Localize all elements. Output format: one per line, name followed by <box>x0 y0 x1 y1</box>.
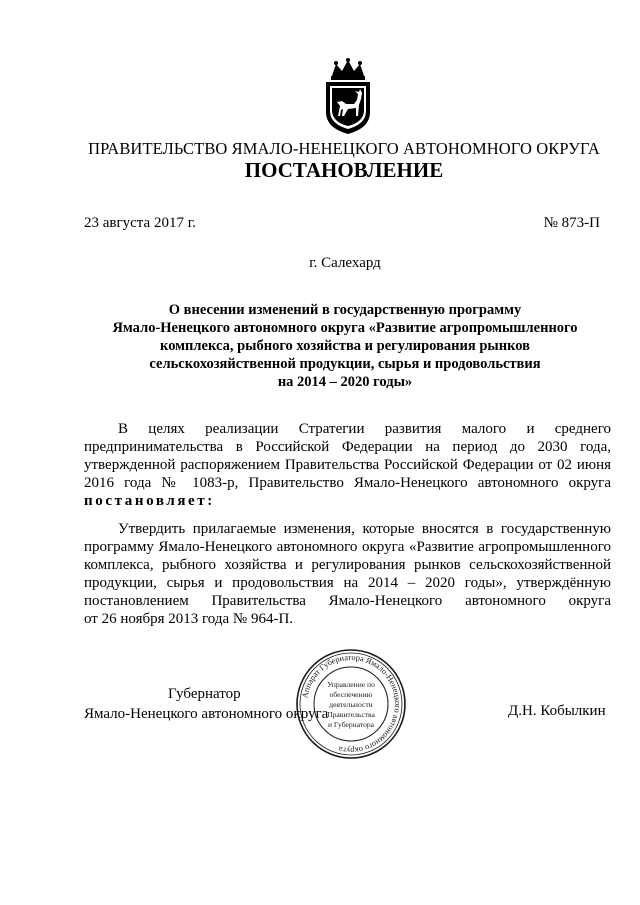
stamp-line: Управление по <box>327 680 375 689</box>
stamp-line: обеспечению <box>329 690 373 699</box>
subject-line: Ямало-Ненецкого автономного округа «Развитие агропромышленного <box>112 320 578 336</box>
document-number: № 873-П <box>543 215 600 231</box>
government-title: ПРАВИТЕЛЬСТВО ЯМАЛО-НЕНЕЦКОГО АВТОНОМНОГО ОКРУГА <box>88 139 600 158</box>
subject-line: комплекса, рыбного хозяйства и регулирования рынков <box>160 338 530 354</box>
paragraph-line: утвержденной распоряжением Правительства Российской Федерации от 02 июня <box>84 457 611 473</box>
document-city: г. Салехард <box>309 255 381 271</box>
paragraph-line: комплекса, рыбного хозяйства и регулирования рынков сельскохозяйственной <box>84 557 611 573</box>
paragraph-line: Утвердить прилагаемые изменения, которые вносятся в государственную <box>118 521 611 537</box>
stamp-line: Правительства <box>327 710 375 719</box>
stamp-ring-text: Аппарат Губернатора Ямало-Ненецкого автономного округа <box>300 652 403 756</box>
official-stamp <box>295 648 407 760</box>
subject-line: на 2014 – 2020 годы» <box>277 374 413 390</box>
stamp-line: и Губернатора <box>327 720 375 729</box>
subject-line: сельскохозяйственной продукции, сырья и продовольствия <box>149 356 541 372</box>
decree-word: постановляет: <box>84 493 215 509</box>
signer-organization: Ямало-Ненецкого автономного округа <box>84 706 329 722</box>
paragraph-line: продукции, сырья и продовольствия на 2014 – 2020 годы», утверждённую <box>84 575 611 591</box>
paragraph-line: предпринимательства в Российской Федерации на период до 2030 года, <box>84 439 611 455</box>
document-type: ПОСТАНОВЛЕНИЕ <box>244 158 444 182</box>
subject-line: О внесении изменений в государственную программу <box>168 302 522 318</box>
preamble-paragraph <box>84 420 611 510</box>
signer-position: Губернатор <box>168 686 241 702</box>
resolution-paragraph <box>84 520 611 628</box>
coat-of-arms-emblem <box>322 58 374 136</box>
paragraph-line: от 26 ноября 2013 года № 964-П. <box>84 611 294 627</box>
document-subject <box>80 301 610 391</box>
signer-name: Д.Н. Кобылкин <box>508 703 606 719</box>
signer-title <box>84 684 329 724</box>
paragraph-line: постановлением Правительства Ямало-Ненецкого автономного округа <box>84 593 611 609</box>
paragraph-line: программу Ямало-Ненецкого автономного округа «Развитие агропромышленного <box>84 539 611 555</box>
stamp-line: деятельности <box>329 700 373 709</box>
paragraph-line: В целях реализации Стратегии развития малого и среднего <box>118 421 611 437</box>
document-date: 23 августа 2017 г. <box>84 215 196 231</box>
paragraph-line: 2016 года № 1083-р, Правительство Ямало-Ненецкого автономного округа <box>84 475 611 491</box>
